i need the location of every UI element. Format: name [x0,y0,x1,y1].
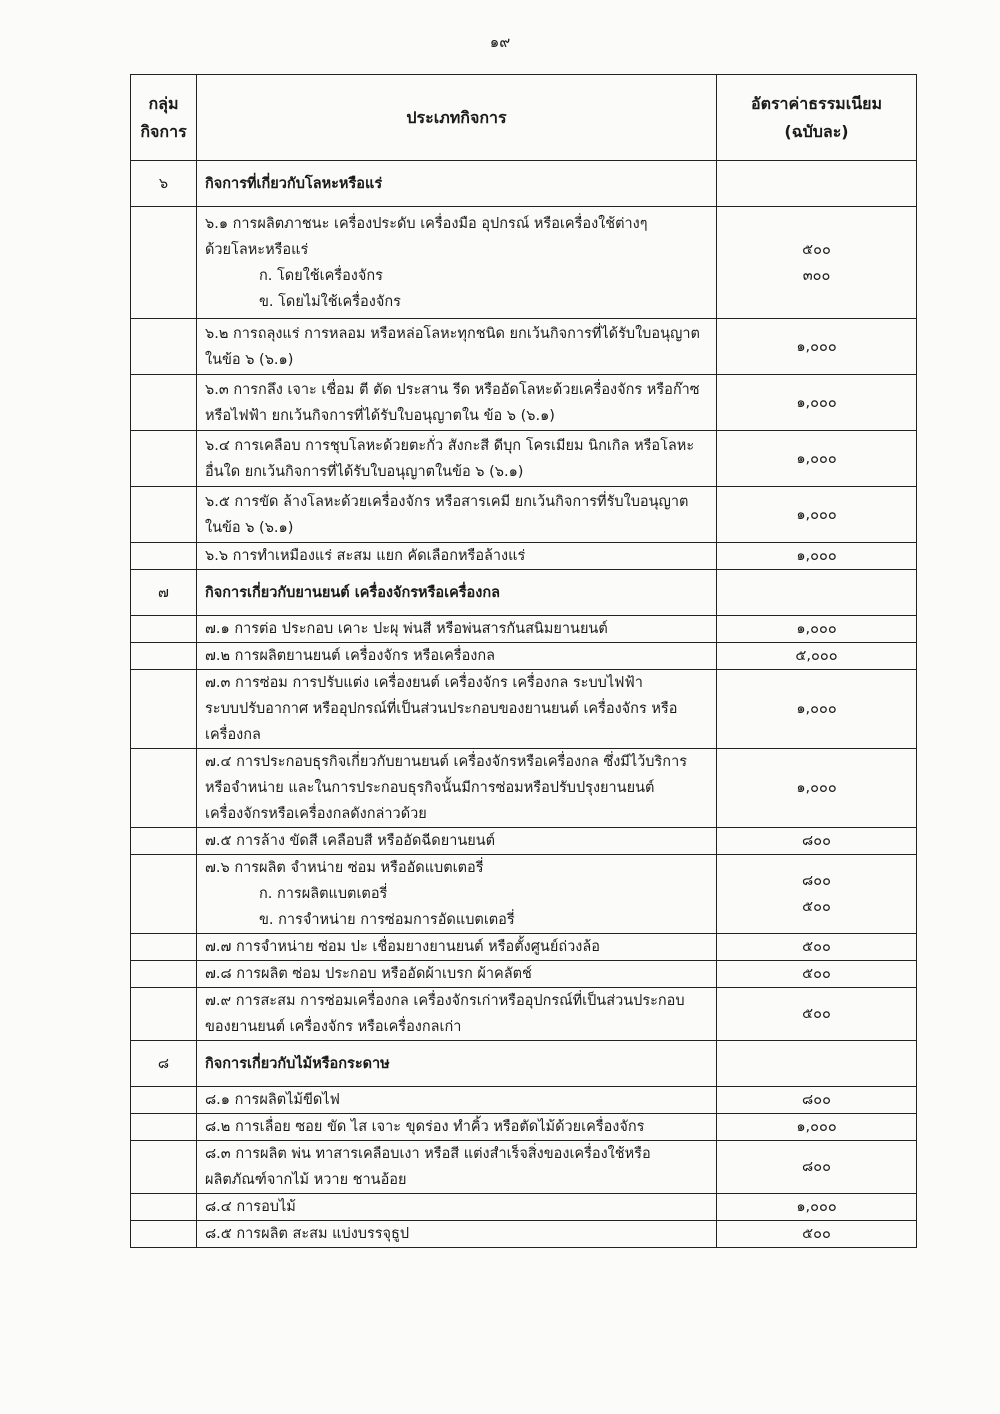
group-cell [131,1114,197,1141]
fee-cell [717,161,917,207]
fee-value: ๑,๐๐๐ [796,621,837,637]
table-row [131,1141,917,1194]
table-row [131,207,917,319]
description-line: ๗.๑ การต่อ ประกอบ เคาะ ปะผุ พ่นสี หรือพ่นสารกันสนิมยานยนต์ [205,621,608,637]
group-cell [131,988,197,1041]
header-fee-line: อัตราค่าธรรมเนียม [750,93,883,113]
category-title: กิจการเกี่ยวกับยานยนต์ เครื่องจักรหรือเครื่องกล [205,584,501,601]
description-line: ๖.๓ การกลึง เจาะ เชื่อม ตี ตัด ประสาน รีด หรืออัดโลหะด้วยเครื่องจักร หรือก๊าซ [205,381,700,398]
table-row [131,1221,917,1248]
description-cell [197,207,717,319]
description-line: ด้วยโลหะหรือแร่ [205,241,309,258]
group-cell [131,487,197,543]
description-cell [197,161,717,207]
description-line: ๗.๓ การซ่อม การปรับแต่ง เครื่องยนต์ เครื่องจักร เครื่องกล ระบบไฟฟ้า [205,675,643,691]
table-row [131,543,917,570]
group-cell [131,1194,197,1221]
group-cell: ๘ [131,1041,197,1087]
description-line: ๗.๘ การผลิต ซ่อม ประกอบ หรืออัดผ้าเบรก ผ้าคลัตช์ [205,966,532,982]
description-cell [197,961,717,988]
fee-cell [717,319,917,375]
fee-value: ๑,๐๐๐ [796,701,837,717]
description-line: อื่นใด ยกเว้นกิจการที่ได้รับใบอนุญาตในข้อ ๖ (๖.๑) [205,463,524,480]
header-fee-line: (ฉบับละ) [784,121,849,141]
group-cell [131,961,197,988]
fee-value: ๘๐๐ [802,1092,831,1108]
description-cell [197,543,717,570]
fee-value: ๕,๐๐๐ [795,648,838,664]
header-group-line: กิจการ [140,121,187,141]
fee-cell [717,1041,917,1087]
table-row [131,855,917,934]
description-cell [197,670,717,749]
category-row [131,161,917,207]
fee-value: ๕๐๐ [802,899,831,915]
fee-value: ๓๐๐ [802,267,831,284]
description-line: เครื่องกล [205,727,261,743]
fee-cell [717,934,917,961]
table-row [131,643,917,670]
group-cell [131,643,197,670]
description-cell [197,431,717,487]
description-cell [197,643,717,670]
fee-cell [717,828,917,855]
fee-cell [717,1141,917,1194]
fee-cell [717,375,917,431]
table-row [131,487,917,543]
fee-cell [717,1114,917,1141]
header-group [131,75,197,161]
description-line: ๖.๕ การขัด ล้างโลหะด้วยเครื่องจักร หรือสารเคมี ยกเว้นกิจการที่รับใบอนุญาต [205,493,689,510]
table-row [131,988,917,1041]
description-line: ๗.๗ การจำหน่าย ซ่อม ปะ เชื่อมยางยานยนต์ หรือตั้งศูนย์ถ่วงล้อ [205,939,600,955]
fee-cell [717,855,917,934]
sub-item: ก. การผลิตแบตเตอรี่ [259,886,388,902]
group-cell [131,934,197,961]
category-row [131,1041,917,1087]
fee-value: ๑,๐๐๐ [796,1199,837,1215]
header-fee [717,75,917,161]
description-line: ๗.๔ การประกอบธุรกิจเกี่ยวกับยานยนต์ เครื่องจักรหรือเครื่องกล ซึ่งมีไว้บริการ [205,754,688,770]
description-cell [197,487,717,543]
page-number: ๑๙ [489,33,511,51]
header-group-line: กลุ่ม [148,93,179,113]
description-cell [197,375,717,431]
description-line: ๘.๔ การอบไม้ [205,1199,296,1215]
description-line: ๖.๔ การเคลือบ การชุบโลหะด้วยตะกั่ว สังกะสี ดีบุก โครเมียม นิกเกิล หรือโลหะ [205,437,695,454]
group-cell [131,1221,197,1248]
description-line: ของยานยนต์ เครื่องจักร หรือเครื่องกลเก่า [205,1019,462,1035]
group-cell: ๖ [131,161,197,207]
fee-value: ๑,๐๐๐ [796,506,837,523]
description-cell [197,319,717,375]
description-cell [197,988,717,1041]
fee-value: ๕๐๐ [802,1006,831,1022]
group-cell [131,855,197,934]
description-line: ในข้อ ๖ (๖.๑) [205,351,294,368]
description-line: เครื่องจักรหรือเครื่องกลดังกล่าวด้วย [205,806,427,822]
fee-cell [717,570,917,616]
group-cell [131,207,197,319]
fee-value: ๘๐๐ [802,833,831,849]
description-line: ๗.๒ การผลิตยานยนต์ เครื่องจักร หรือเครื่องกล [205,648,496,664]
group-cell [131,670,197,749]
sub-item: ข. โดยไม่ใช้เครื่องจักร [259,293,401,310]
sub-item: ก. โดยใช้เครื่องจักร [259,267,383,284]
fee-cell [717,1221,917,1248]
description-cell [197,934,717,961]
fee-cell [717,1087,917,1114]
fee-cell [717,670,917,749]
table-row [131,616,917,643]
description-cell [197,1114,717,1141]
group-cell [131,616,197,643]
description-line: ๘.๕ การผลิต สะสม แบ่งบรรจุธูป [205,1226,410,1242]
fee-value: ๕๐๐ [802,939,831,955]
table-row [131,1194,917,1221]
description-cell [197,1141,717,1194]
fee-value: ๕๐๐ [802,1226,831,1242]
header-type: ประเภทกิจการ [197,75,717,161]
table-row [131,1087,917,1114]
fee-cell [717,749,917,828]
group-cell [131,431,197,487]
group-cell [131,828,197,855]
description-line: ๘.๒ การเลื่อย ซอย ขัด ไส เจาะ ขุดร่อง ทำคิ้ว หรือตัดไม้ด้วยเครื่องจักร [205,1119,645,1135]
description-line: ๗.๖ การผลิต จำหน่าย ซ่อม หรืออัดแบตเตอรี่ [205,860,484,876]
table-row [131,828,917,855]
table-header-row [131,75,917,161]
description-line: ผลิตภัณฑ์จากไม้ หวาย ชานอ้อย [205,1172,407,1188]
description-line: ๖.๖ การทำเหมืองแร่ สะสม แยก คัดเลือกหรือล้างแร่ [205,548,526,564]
fee-value: ๑,๐๐๐ [796,338,837,355]
description-cell [197,1087,717,1114]
description-line: ในข้อ ๖ (๖.๑) [205,519,294,536]
description-line: หรือจำหน่าย และในการประกอบธุรกิจนั้นมีการซ่อมหรือปรับปรุงยานยนต์ [205,780,655,796]
table-body [131,161,917,1248]
group-cell [131,319,197,375]
description-cell [197,1194,717,1221]
fee-cell [717,643,917,670]
description-cell [197,616,717,643]
table-row [131,934,917,961]
description-cell [197,855,717,934]
fee-cell [717,543,917,570]
fee-value: ๕๐๐ [802,966,831,982]
table-row [131,670,917,749]
group-cell [131,749,197,828]
fee-cell [717,616,917,643]
fee-cell [717,487,917,543]
fee-value: ๑,๐๐๐ [796,394,837,411]
group-cell [131,375,197,431]
fee-value: ๑,๐๐๐ [796,1119,837,1135]
description-line: ๖.๑ การผลิตภาชนะ เครื่องประดับ เครื่องมือ อุปกรณ์ หรือเครื่องใช้ต่างๆ [205,215,648,232]
description-line: ๘.๓ การผลิต พ่น ทาสารเคลือบเงา หรือสี แต่งสำเร็จสิ่งของเครื่องใช้หรือ [205,1146,651,1162]
description-line: ๗.๕ การล้าง ขัดสี เคลือบสี หรืออัดฉีดยานยนต์ [205,833,496,849]
category-title: กิจการเกี่ยวกับไม้หรือกระดาษ [205,1055,390,1072]
table-row [131,1114,917,1141]
description-cell [197,749,717,828]
description-line: ๖.๒ การถลุงแร่ การหลอม หรือหล่อโลหะทุกชนิด ยกเว้นกิจการที่ได้รับใบอนุญาต [205,325,700,342]
sub-item: ข. การจำหน่าย การซ่อมการอัดแบตเตอรี่ [259,912,515,928]
table-row [131,749,917,828]
fee-cell [717,961,917,988]
description-cell [197,1041,717,1087]
fee-value: ๘๐๐ [802,1159,831,1175]
group-cell [131,1141,197,1194]
fee-value: ๑,๐๐๐ [796,450,837,467]
fee-cell [717,431,917,487]
table-row [131,961,917,988]
description-cell [197,1221,717,1248]
description-line: ๗.๙ การสะสม การซ่อมเครื่องกล เครื่องจักรเก่าหรืออุปกรณ์ที่เป็นส่วนประกอบ [205,993,685,1009]
fee-cell [717,1194,917,1221]
fee-value: ๘๐๐ [802,873,831,889]
group-cell: ๗ [131,570,197,616]
fee-cell [717,988,917,1041]
group-cell [131,543,197,570]
description-line: หรือไฟฟ้า ยกเว้นกิจการที่ได้รับใบอนุญาตใน ข้อ ๖ (๖.๑) [205,407,555,424]
category-title: กิจการที่เกี่ยวกับโลหะหรือแร่ [205,175,383,192]
fee-value: ๕๐๐ [802,241,831,258]
description-line: ๘.๑ การผลิตไม้ขีดไฟ [205,1092,340,1108]
fee-value: ๑,๐๐๐ [796,780,837,796]
description-cell [197,828,717,855]
group-cell [131,1087,197,1114]
category-row [131,570,917,616]
table-row [131,319,917,375]
table-row [131,375,917,431]
fee-value: ๑,๐๐๐ [796,548,837,564]
fee-table [130,74,917,1248]
fee-cell [717,207,917,319]
table-row [131,431,917,487]
description-line: ระบบปรับอากาศ หรืออุปกรณ์ที่เป็นส่วนประกอบของยานยนต์ เครื่องจักร หรือ [205,701,678,717]
description-cell [197,570,717,616]
